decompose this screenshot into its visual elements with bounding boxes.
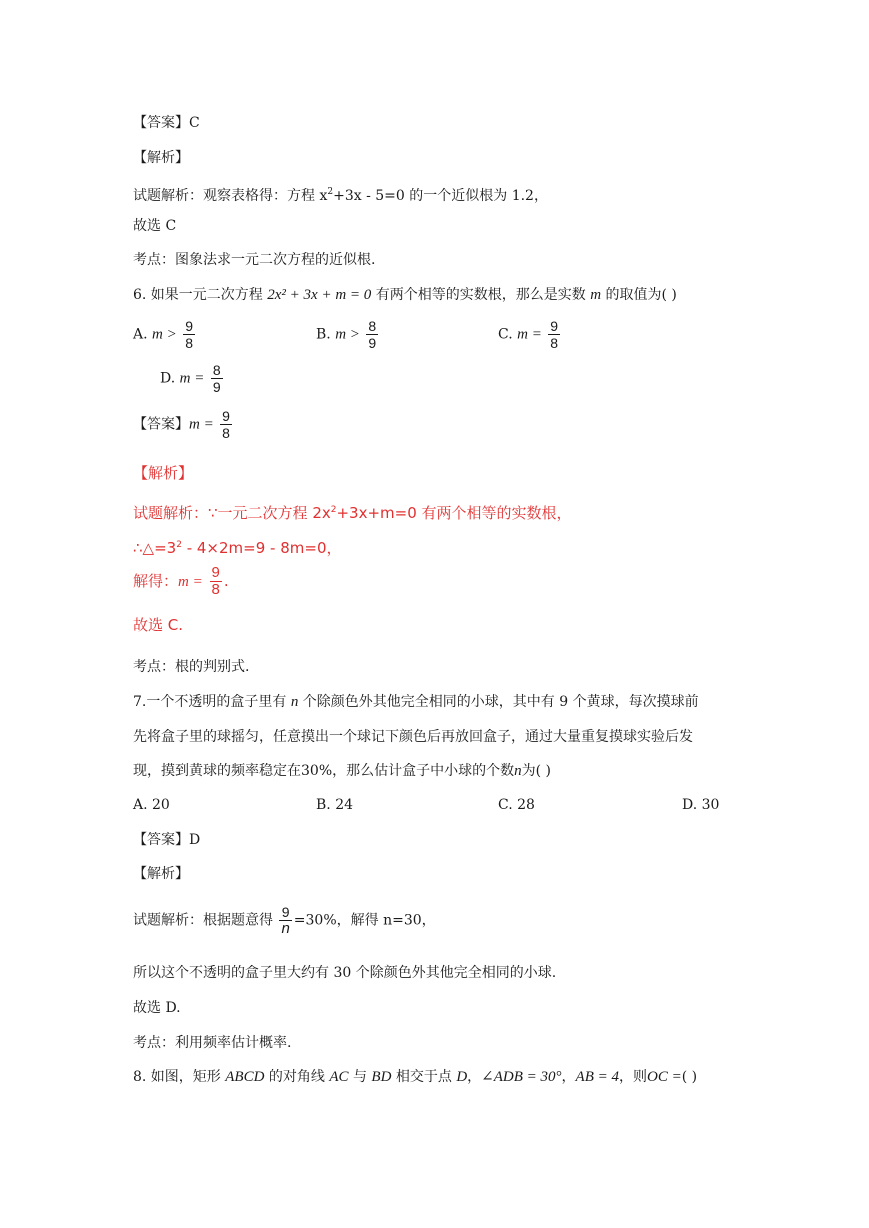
q6-option-c: C. m = $\frac{9}{8}$ [498,318,559,351]
q7-option-a: A. 20 [133,797,170,813]
q7-option-c: C. 28 [498,797,535,813]
q6-red-line-2: $\therefore\triangle=3^2 - 4\times 2m=9 - 8m=0$， [133,539,342,557]
q7-line-3: 现，摸到黄球的频率稳定在30%，那么估计盒子中小球的个数n为( ) [133,763,551,779]
q7-answer: 【答案】D [133,832,201,848]
q7-choice: 故选 D. [133,1000,181,1016]
q6-red-line-3: 解得：m = $\frac{9}{8}$ . [133,564,229,598]
q7-kaodian: 考点：利用频率估计概率. [133,1035,292,1051]
q7-analysis-title: 【解析】 [133,866,189,882]
q6-stem: 6. 如果一元二次方程 2x² + 3x + m = 0 有两个相等的实数根，那么是实数 m 的取值为( ) [133,287,677,303]
q7-option-b: B. 24 [316,797,354,813]
q7-explanation-2: 所以这个不透明的盒子里大约有 30 个除颜色外其他完全相同的小球. [133,965,557,981]
q5-explanation: 试题解析：观察表格得：方程 $x^2+3x - 5=0$ 的一个近似根为 1.2， [133,187,548,204]
q5-kaodian: 考点：图象法求一元二次方程的近似根. [133,252,376,268]
q6-red-line-1: 试题解析：∵一元二次方程 $2x^2+3x+m=0$ 有两个相等的实数根， [133,504,572,522]
q6-option-b: B. m > $\frac{8}{9}$ [316,318,377,351]
q7-line-1: 7.一个不透明的盒子里有 n 个除颜色外其他完全相同的小球，其中有 9 个黄球，每次摸球前 [133,694,699,710]
q6-red-line-4: 故选 C. [133,616,184,634]
q5-answer: 【答案】C [133,115,200,131]
q8-stem: 8. 如图，矩形 ABCD 的对角线 AC 与 BD 相交于点 D，∠ADB = 30°，AB = 4，则OC =( ) [133,1069,698,1085]
q6-answer: 【答案】m = $\frac{9}{8}$ [133,408,230,441]
q6-red-analysis-title: 【解析】 [133,464,194,482]
q5-choice: 故选 C [133,218,177,234]
q7-explanation: 试题解析：根据题意得 $\frac{9}{n}$ =30%，解得 n=30， [133,904,436,937]
q5-analysis-title: 【解析】 [133,150,189,166]
q6-option-d: D. m = $\frac{8}{9}$ [160,362,221,395]
q6-kaodian: 考点：根的判别式. [133,659,250,675]
q7-line-2: 先将盒子里的球摇匀，任意摸出一个球记下颜色后再放回盒子，通过大量重复摸球实验后发 [133,729,693,745]
q7-option-d: D. 30 [682,797,720,813]
q6-option-a: A. m > $\frac{9}{8}$ [133,318,193,351]
